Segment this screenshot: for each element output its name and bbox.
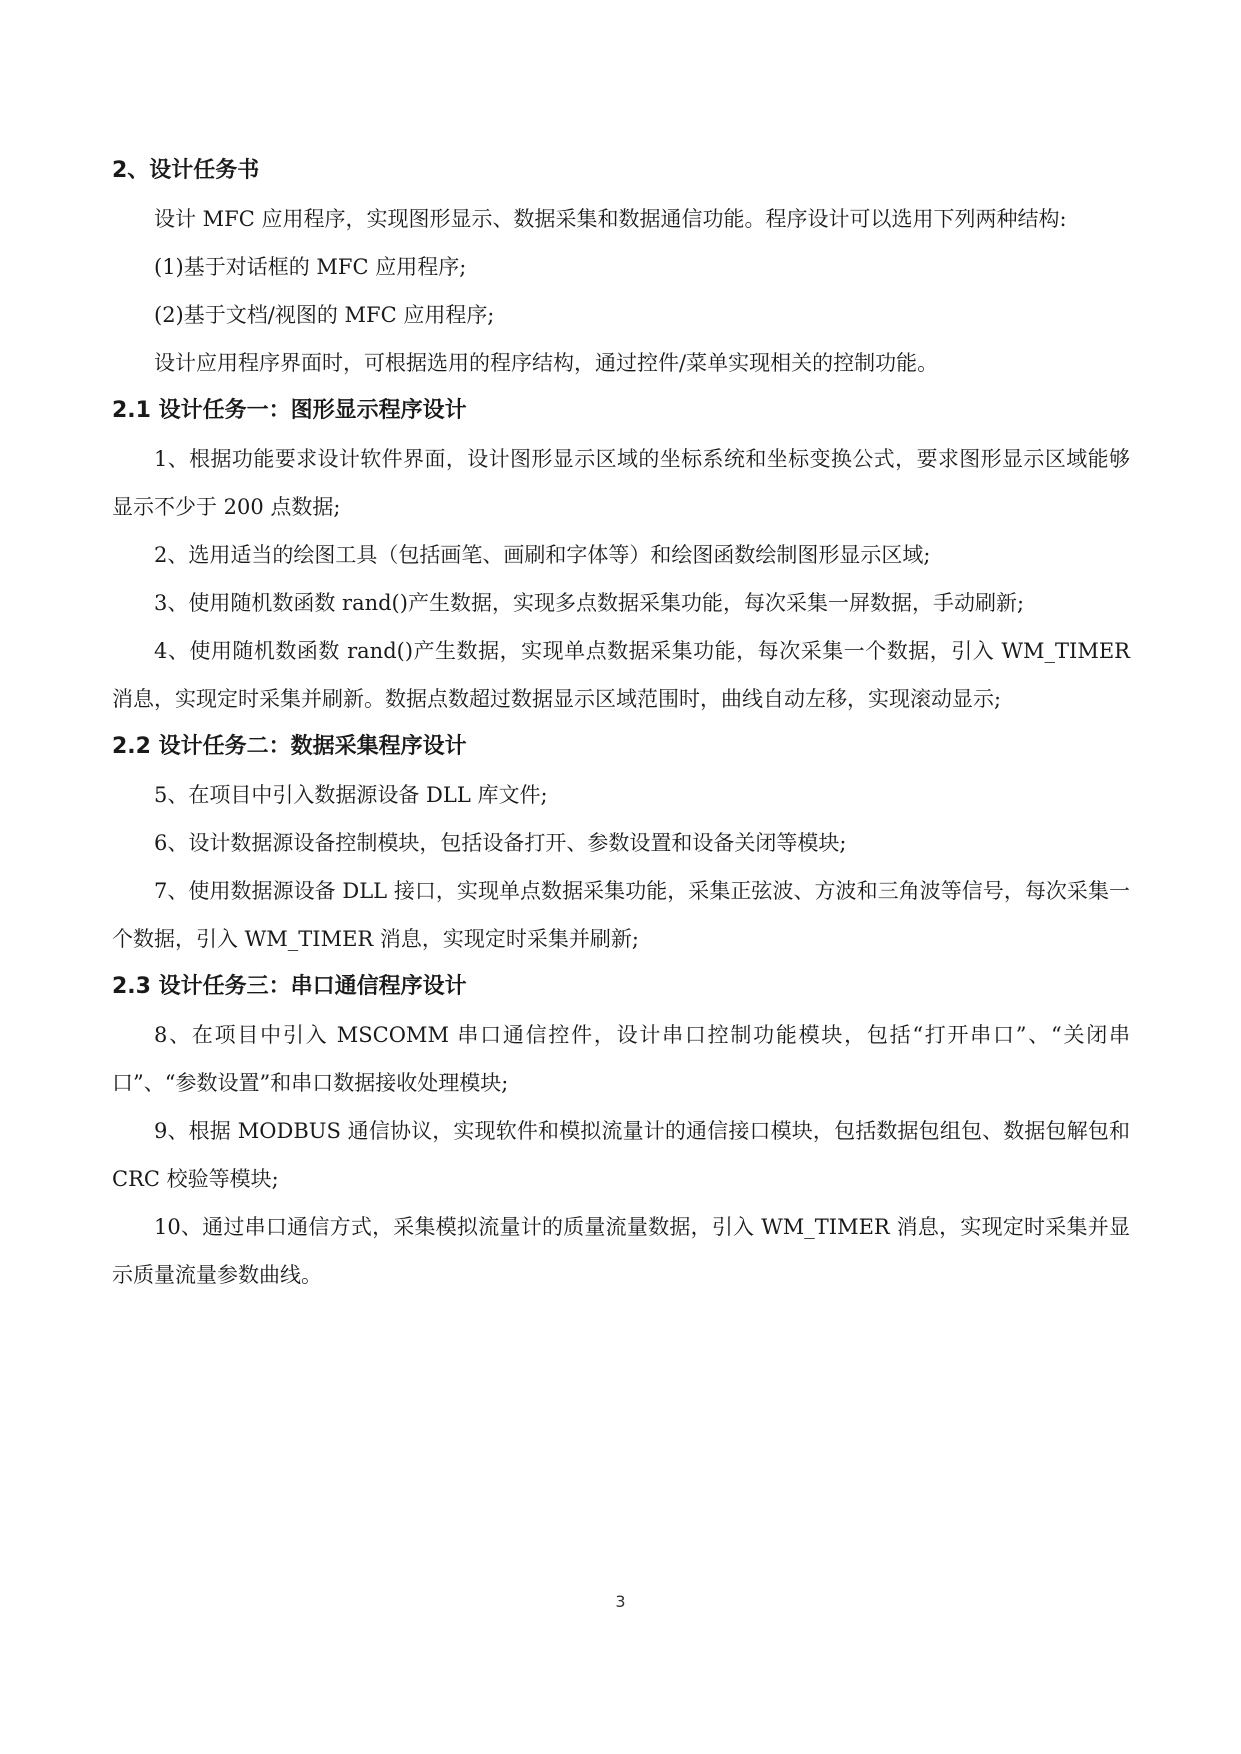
paragraph-task-item-1: 1、根据功能要求设计软件界面，设计图形显示区域的坐标系统和坐标变换公式，要求图形显示区域能够显示不少于 200 点数据;: [112, 447, 1130, 519]
section-heading-design-tasks: 2、设计任务书: [112, 158, 260, 183]
paragraph-task-item-5: 5、在项目中引入数据源设备 DLL 库文件;: [154, 783, 548, 807]
paragraph-task-item-3: 3、使用随机数函数 rand()产生数据，实现多点数据采集功能，每次采集一屏数据，手动刷新;: [154, 591, 1025, 615]
section-heading-task-2: 2.2 设计任务二：数据采集程序设计: [112, 734, 467, 759]
paragraph-intro: 设计 MFC 应用程序，实现图形显示、数据采集和数据通信功能。程序设计可以选用下列两种结构:: [154, 207, 1067, 231]
paragraph-task-item-7: 7、使用数据源设备 DLL 接口，实现单点数据采集功能，采集正弦波、方波和三角波等信号，每次采集一个数据，引入 WM_TIMER 消息，实现定时采集并刷新;: [112, 879, 1130, 951]
paragraph-option-1: (1)基于对话框的 MFC 应用程序;: [154, 255, 467, 279]
page-number: 3: [615, 1592, 626, 1611]
section-heading-task-1: 2.1 设计任务一：图形显示程序设计: [112, 398, 467, 423]
paragraph-task-item-6: 6、设计数据源设备控制模块，包括设备打开、参数设置和设备关闭等模块;: [154, 831, 847, 855]
document-body: [112, 147, 1130, 1299]
paragraph-ui-design: 设计应用程序界面时，可根据选用的程序结构，通过控件/菜单实现相关的控制功能。: [154, 351, 939, 375]
section-heading-task-3: 2.3 设计任务三：串口通信程序设计: [112, 974, 467, 999]
paragraph-task-item-10: 10、通过串口通信方式，采集模拟流量计的质量流量数据，引入 WM_TIMER 消息，实现定时采集并显示质量流量参数曲线。: [112, 1215, 1130, 1287]
paragraph-option-2: (2)基于文档/视图的 MFC 应用程序;: [154, 303, 495, 327]
paragraph-task-item-8: 8、在项目中引入 MSCOMM 串口通信控件，设计串口控制功能模块，包括“打开串口”、“关闭串口”、“参数设置”和串口数据接收处理模块;: [112, 1023, 1130, 1095]
paragraph-task-item-9: 9、根据 MODBUS 通信协议，实现软件和模拟流量计的通信接口模块，包括数据包组包、数据包解包和 CRC 校验等模块;: [112, 1119, 1130, 1191]
paragraph-task-item-4: 4、使用随机数函数 rand()产生数据，实现单点数据采集功能，每次采集一个数据，引入 WM_TIMER 消息，实现定时采集并刷新。数据点数超过数据显示区域范围时，曲线自动左移，实现滚动显示;: [112, 639, 1130, 711]
paragraph-task-item-2: 2、选用适当的绘图工具（包括画笔、画刷和字体等）和绘图函数绘制图形显示区域;: [154, 543, 931, 567]
